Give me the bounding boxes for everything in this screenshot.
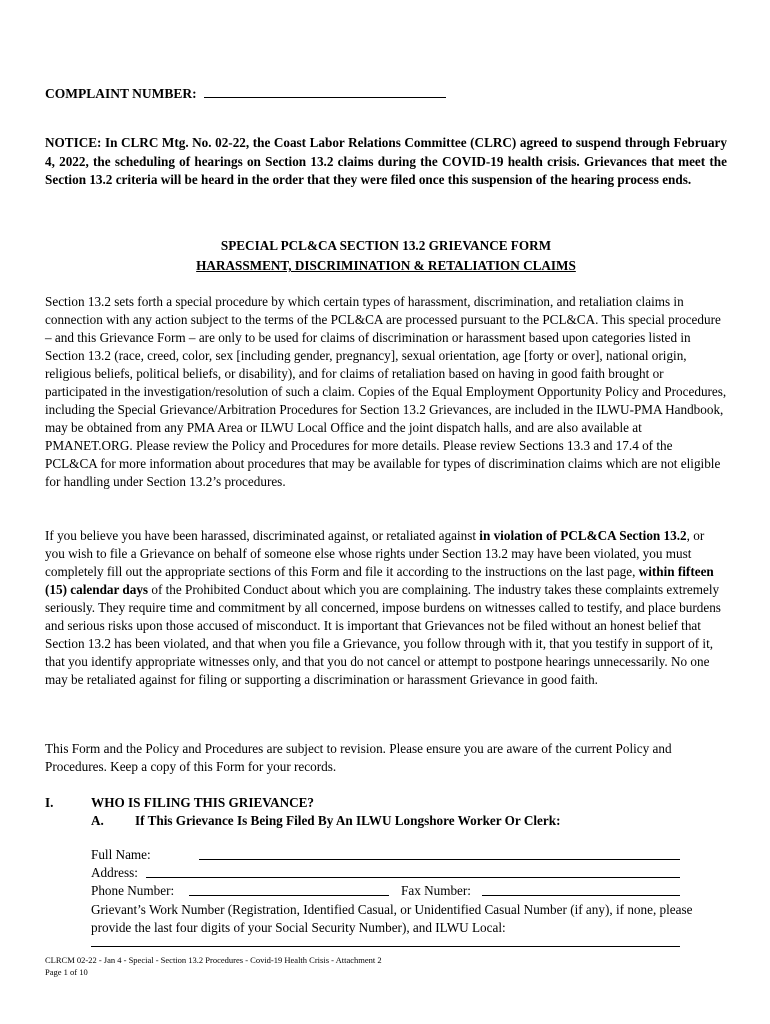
para2-text-1: If you believe you have been harassed, discriminated against, or retaliated against: [45, 528, 480, 543]
notice-paragraph: NOTICE: In CLRC Mtg. No. 02-22, the Coast Labor Relations Committee (CLRC) agreed to suspend through February 4, 2022, the scheduling of hearings on Section 13.2 claims during the COVID-19 health crisis. Grievances that meet the Section 13.2 criteria will be heard in the order that they were filed once this suspension of the hearing process ends.: [45, 135, 727, 187]
full-name-field[interactable]: [199, 859, 680, 860]
section-heading: WHO IS FILING THIS GRIEVANCE?: [91, 795, 315, 810]
fax-number-label: Fax Number:: [401, 883, 471, 898]
grievant-work-number-field[interactable]: [91, 946, 680, 947]
revision-paragraph: This Form and the Policy and Procedures are subject to revision. Please ensure you are aware of the current Policy and Procedures. Keep a copy of this Form for your records.: [45, 741, 672, 774]
fax-number-field[interactable]: [482, 895, 680, 896]
subsection-letter: A.: [91, 813, 104, 828]
intro-paragraph: Section 13.2 sets forth a special procedure by which certain types of harassment, discrimination, and retaliation claims in connection with any action subject to the terms of the PCL&CA are processed pursuant to the PCL&CA. This special procedure – and this Grievance Form – are only to be used for claims of discrimination or harassment based upon categories listed in Section 13.2 (race, creed, color, sex [including gender, pregnancy], sexual orientation, age [forty or over], national origin, religious beliefs, political beliefs, or disability), and for claims of retaliation based on having in good faith brought or participated in the investigation/resolution of such a claim. Copies of the Equal Employment Opportunity Policy and Procedures, including the Special Grievance/Arbitration Procedures for Section 13.2 Grievances, are included in the ILWU-PMA Handbook, may be obtained from any PMA Area or ILWU Local Office and the joint dispatch halls, and are also available at PMANET.ORG. Please review the Policy and Procedures for more details. Please review Sections 13.3 and 17.4 of the PCL&CA for more information about procedures that may be available for types of discrimination claims which are not eligible for handling under Section 13.2’s procedures.: [45, 294, 727, 489]
para2-bold-2: within fifteen (15) calendar days: [45, 564, 714, 597]
complaint-number-row: [45, 84, 727, 103]
address-field[interactable]: [146, 877, 680, 878]
subsection-heading: If This Grievance Is Being Filed By An ILWU Longshore Worker Or Clerk:: [135, 813, 561, 828]
phone-number-field[interactable]: [189, 895, 389, 896]
phone-number-label: Phone Number:: [91, 883, 175, 898]
address-label: Address:: [91, 865, 138, 880]
full-name-label: Full Name:: [91, 847, 151, 862]
grievant-work-number-instructions: Grievant’s Work Number (Registration, Identified Casual, or Unidentified Casual Number (if any), if none, please provide the last four digits of your Social Security Number), and ILWU Local:: [91, 902, 693, 935]
footer-reference: CLRCM 02-22 - Jan 4 - Special - Section 13.2 Procedures - Covid-19 Health Crisis - Attachment 2: [45, 955, 382, 965]
section-number: I.: [45, 795, 54, 810]
form-title: SPECIAL PCL&CA SECTION 13.2 GRIEVANCE FORM: [220, 238, 552, 253]
para2-text-2: , or you wish to file a Grievance on behalf of someone else whose rights under Section 13.2 may have been violated, you must completely fill out the appropriate sections of this Form and file it according to the instructions on the last page,: [45, 528, 705, 579]
para2-text-3: of the Prohibited Conduct about which you are complaining. The industry takes these complaints extremely seriously. They require time and commitment by all concerned, impose burdens on witnesses called to testify, and place burdens and serious risks upon those accused of misconduct. It is important that Grievances not be filed without an honest belief that Section 13.2 has been violated, and that when you file a Grievance, you follow through with it, that you testify in support of it, that you identify appropriate witnesses only, and that you do not cancel or attempt to postpone hearings unnecessarily. No one may be retaliated against for filing or supporting a discrimination or harassment Grievance in good faith.: [45, 582, 721, 687]
complaint-number-field[interactable]: [204, 84, 446, 98]
form-subtitle: HARASSMENT, DISCRIMINATION & RETALIATION CLAIMS: [196, 258, 576, 273]
para2-bold-1: in violation of PCL&CA Section 13.2: [479, 528, 687, 543]
filing-instructions-paragraph: [45, 527, 727, 689]
footer-page-number: Page 1 of 10: [45, 967, 88, 977]
complaint-number-label: COMPLAINT NUMBER:: [45, 86, 197, 101]
